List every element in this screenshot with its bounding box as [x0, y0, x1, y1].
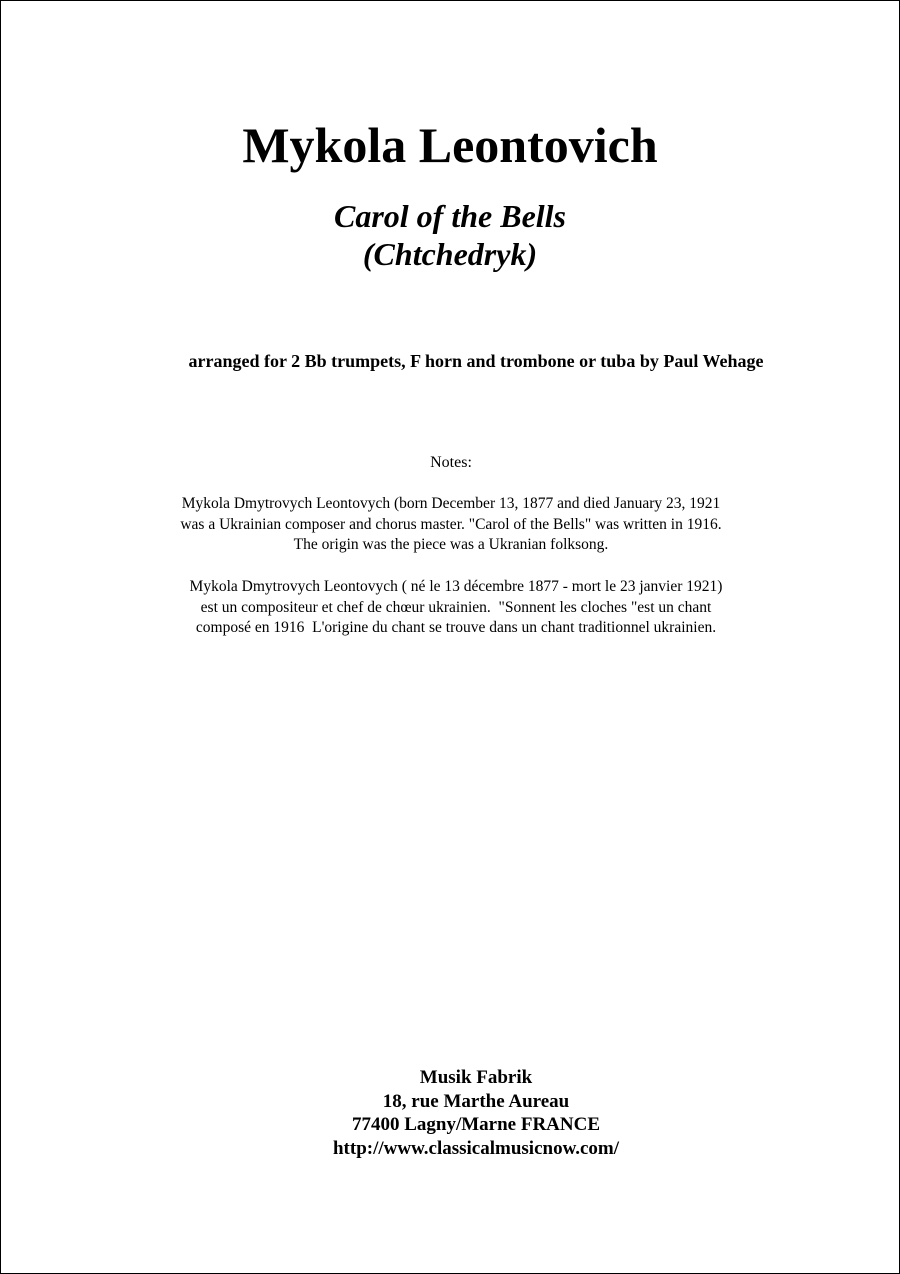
publisher-block [1, 1066, 899, 1160]
publisher-website: http://www.classicalmusicnow.com/ [332, 1137, 620, 1159]
notes-french-line: est un compositeur et chef de chœur ukrainien. "Sonnent les cloches "est un chant [200, 598, 712, 616]
publisher-city: 77400 Lagny/Marne FRANCE [351, 1114, 601, 1135]
piece-title [1, 197, 899, 273]
notes-english-line: Mykola Dmytrovych Leontovych (born December 13, 1877 and died January 23, 1921 [181, 495, 721, 512]
notes-french-line: Mykola Dmytrovych Leontovych ( né le 13 décembre 1877 - mort le 23 janvier 1921) [189, 578, 723, 595]
notes-english-line: The origin was the piece was a Ukranian folksong. [293, 536, 609, 553]
notes-english [1, 494, 899, 556]
notes-french-line: composé en 1916 L'origine du chant se trouve dans un chant traditionnel ukrainien. [195, 619, 717, 636]
composer-name: Mykola Leontovich [242, 117, 658, 173]
publisher-street: 18, rue Marthe Aureau [382, 1090, 570, 1112]
title-line-1: Carol of the Bells [333, 198, 566, 234]
publisher-name: Musik Fabrik [419, 1067, 533, 1088]
arrangement-credit: arranged for 2 Bb trumpets, F horn and trombone or tuba by Paul Wehage [188, 351, 764, 371]
notes-heading: Notes: [430, 454, 472, 471]
notes-english-line: was a Ukrainian composer and chorus master. "Carol of the Bells" was written in 1916. [180, 515, 722, 533]
title-line-2: (Chtchedryk) [362, 236, 538, 272]
notes-french [1, 577, 899, 639]
